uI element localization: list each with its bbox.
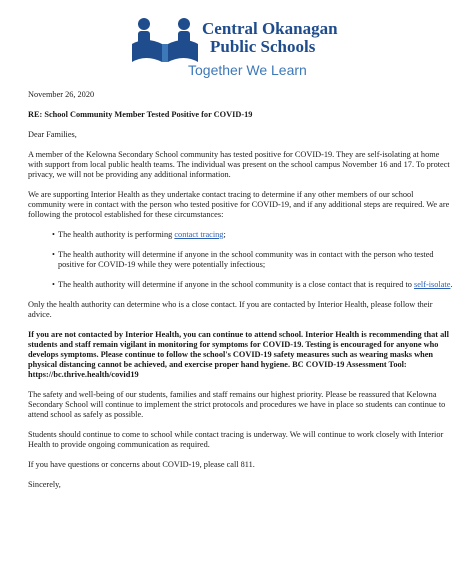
bullet-1-text: The health authority is performing (58, 230, 175, 239)
paragraph-6: Students should continue to come to school while contact tracing is underway. We will continue to work closely with Interior Health to provide ongoing communication as required. (28, 430, 444, 449)
logo-tagline: Together We Learn (188, 62, 307, 78)
letter-greeting: Dear Families, (28, 130, 77, 139)
paragraph-3: Only the health authority can determine who is a close contact. If you are contacted by Interior Health, please follow their advice. (28, 300, 433, 319)
paragraph-2: We are supporting Interior Health as they undertake contact tracing to determine if any other members of our school community were in contact with the person who tested positive for COVID-19, and if any additional steps are required. We are following the protocol established for these circumstances: (28, 190, 450, 219)
self-isolate-link[interactable]: self-isolate (413, 280, 451, 289)
paragraph-4-bold: If you are not contacted by Interior Health, you can continue to attend school. Interior Health is recommending that all students and staff remain vigilant in monitoring for symptoms for COVID-19. Testing is encouraged for anyone who develops symptoms. Please continue to follow the school's COVID-19 safety measures such as wearing masks when physical distancing cannot be achieved, and exercise proper hand hygiene. BC COVID-19 Assessment Tool: https://bc.thrive.health/covid19 (28, 330, 449, 379)
paragraph-5: The safety and well-being of our students, families and staff remains our highest priority. Please be reassured that Kelowna Secondary School will continue to implement the strict protocols and procedures we have in place so students can continue to attend school as safely as possible. (28, 390, 446, 419)
bullet-2-text: The health authority will determine if anyone in the school community was in contact with the person who tested positive for COVID-19 while they were potentially infectious; (58, 250, 434, 269)
paragraph-1: A member of the Kelowna Secondary School community has tested positive for COVID-19. They are self-isolating at home with support from local public health teams. The individual was present on the school campus November 16 and 17. To protect privacy, we will not be providing any additional information. (28, 150, 450, 179)
letter-closing: Sincerely, (28, 480, 61, 489)
paragraph-7: If you have questions or concerns about COVID-19, please call 811. (28, 460, 255, 469)
list-item (58, 250, 453, 270)
letter-body (28, 90, 453, 490)
bullet-3-suffix: . (450, 280, 453, 289)
protocol-list (28, 230, 453, 290)
letter-date: November 26, 2020 (28, 90, 95, 99)
bullet-3-text: The health authority will determine if anyone in the school community is a close contact that is required to (58, 280, 414, 289)
bullet-1-suffix: ; (223, 230, 226, 239)
list-item (58, 280, 453, 290)
school-district-logo (126, 14, 344, 82)
people-reading-icon (126, 14, 204, 64)
contact-tracing-link[interactable]: contact tracing (174, 230, 224, 239)
letter-subject: RE: School Community Member Tested Positive for COVID-19 (28, 110, 253, 119)
logo-line-1: Central Okanagan (202, 19, 338, 38)
list-item (58, 230, 453, 240)
logo-line-2: Public Schools (210, 37, 316, 56)
